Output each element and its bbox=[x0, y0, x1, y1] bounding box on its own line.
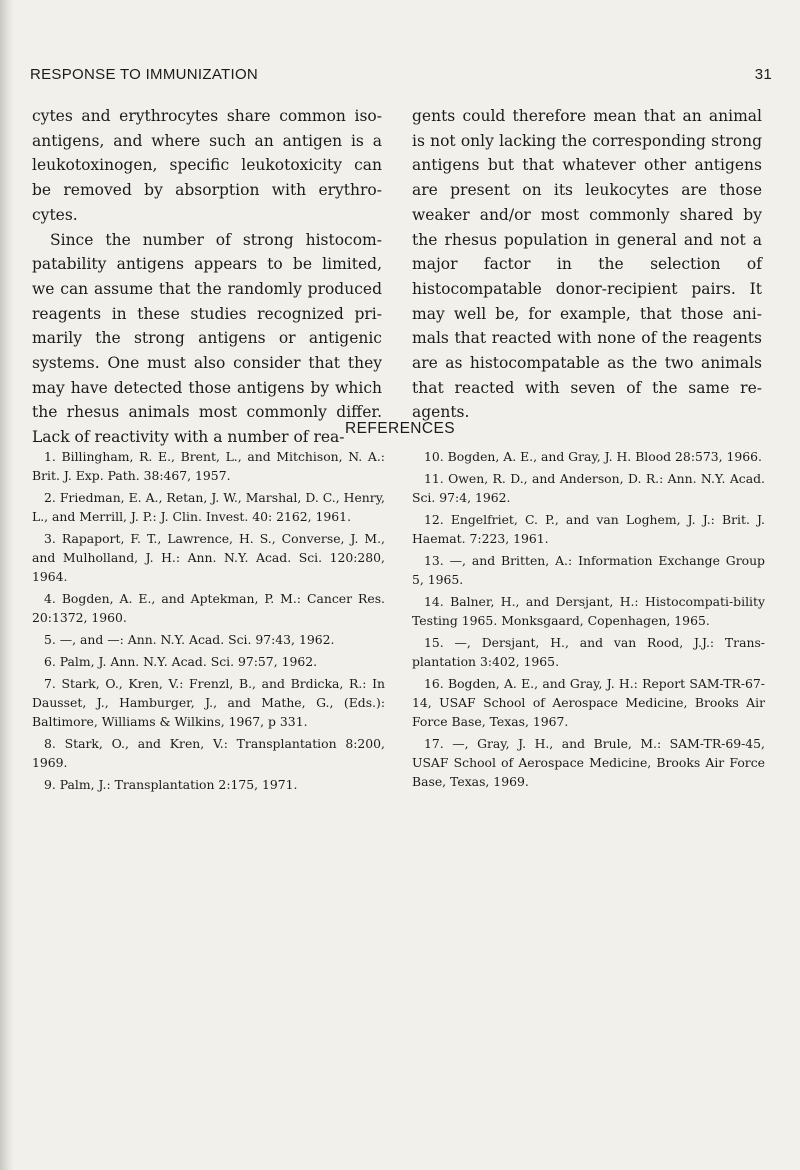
reference-item: 3. Rapaport, F. T., Lawrence, H. S., Converse, J. M., and Mulholland, J. H.: Ann. N.Y. Acad. Sci. 120:280, 1964. bbox=[32, 531, 385, 584]
page-number: 31 bbox=[754, 66, 772, 83]
reference-item: 2. Friedman, E. A., Retan, J. W., Marshal, D. C., Henry, L., and Merrill, J. P.: J. Clin. Invest. 40: 2162, 1961. bbox=[32, 490, 385, 524]
reference-item: 13. —, and Britten, A.: Information Exchange Group 5, 1965. bbox=[412, 553, 765, 587]
reference-item: 5. —, and —: Ann. N.Y. Acad. Sci. 97:43, 1962. bbox=[44, 632, 335, 647]
reference-item: 4. Bogden, A. E., and Aptekman, P. M.: Cancer Res. 20:1372, 1960. bbox=[32, 591, 385, 625]
reference-item: 9. Palm, J.: Transplantation 2:175, 1971. bbox=[44, 777, 298, 792]
reference-item: 15. —, Dersjant, H., and van Rood, J.J.: Trans-plantation 3:402, 1965. bbox=[412, 635, 765, 669]
body-paragraph: cytes and erythrocytes share common iso-antigens, and where such an antigen is a leukotoxinogen, specific leukotoxicity can be removed by absorption with erythro-cytes. bbox=[32, 107, 382, 224]
reference-item: 7. Stark, O., Kren, V.: Frenzl, B., and Brdicka, R.: In Dausset, J., Hamburger, J., and Mathe, G., (Eds.): Baltimore, Williams & Wilkins, 1967, p 331. bbox=[32, 676, 385, 729]
body-column-left bbox=[32, 104, 382, 450]
reference-item: 6. Palm, J. Ann. N.Y. Acad. Sci. 97:57, 1962. bbox=[44, 654, 318, 669]
binding-shadow bbox=[0, 0, 14, 1170]
reference-item: 8. Stark, O., and Kren, V.: Transplantation 8:200, 1969. bbox=[32, 736, 385, 770]
reference-item: 14. Balner, H., and Dersjant, H.: Histocompati-bility Testing 1965. Monksgaard, Copenhagen, 1965. bbox=[412, 594, 765, 628]
reference-item: 1. Billingham, R. E., Brent, L., and Mitchison, N. A.: Brit. J. Exp. Path. 38:467, 1957. bbox=[32, 449, 385, 483]
reference-item: 10. Bogden, A. E., and Gray, J. H. Blood 28:573, 1966. bbox=[424, 449, 762, 464]
reference-list-left bbox=[32, 447, 385, 797]
body-column-right bbox=[412, 104, 762, 425]
running-head: RESPONSE TO IMMUNIZATION bbox=[30, 66, 259, 83]
reference-list-right bbox=[412, 447, 765, 794]
reference-item: 16. Bogden, A. E., and Gray, J. H.: Report SAM-TR-67-14, USAF School of Aerospace Medicine, Brooks Air Force Base, Texas, 1967. bbox=[412, 676, 765, 729]
references-heading: REFERENCES bbox=[345, 420, 455, 437]
reference-item: 12. Engelfriet, C. P., and van Loghem, J. J.: Brit. J. Haemat. 7:223, 1961. bbox=[412, 512, 765, 546]
reference-item: 11. Owen, R. D., and Anderson, D. R.: Ann. N.Y. Acad. Sci. 97:4, 1962. bbox=[412, 471, 765, 505]
body-paragraph: gents could therefore mean that an animal is not only lacking the corresponding strong antigens but that whatever other antigens are present on its leukocytes are those weaker and/or most commonly shared by the rhesus population in general and not a major factor in the selection of histocompatable donor-recipient pairs. It may well be, for example, that those ani-mals that reacted with none of the reagents are as histocompatable as the two animals that reacted with seven of the same re-agents. bbox=[412, 107, 762, 422]
reference-item: 17. —, Gray, J. H., and Brule, M.: SAM-TR-69-45, USAF School of Aerospace Medicine, Brooks Air Force Base, Texas, 1969. bbox=[412, 736, 765, 789]
body-paragraph: Since the number of strong histocom-patability antigens appears to be limited, we can assume that the randomly produced reagents in these studies recognized pri-marily the strong antigens or antigenic systems. One must also consider that they may have detected those antigens by which the rhesus animals most commonly differ. Lack of reactivity with a number of rea- bbox=[32, 230, 382, 447]
